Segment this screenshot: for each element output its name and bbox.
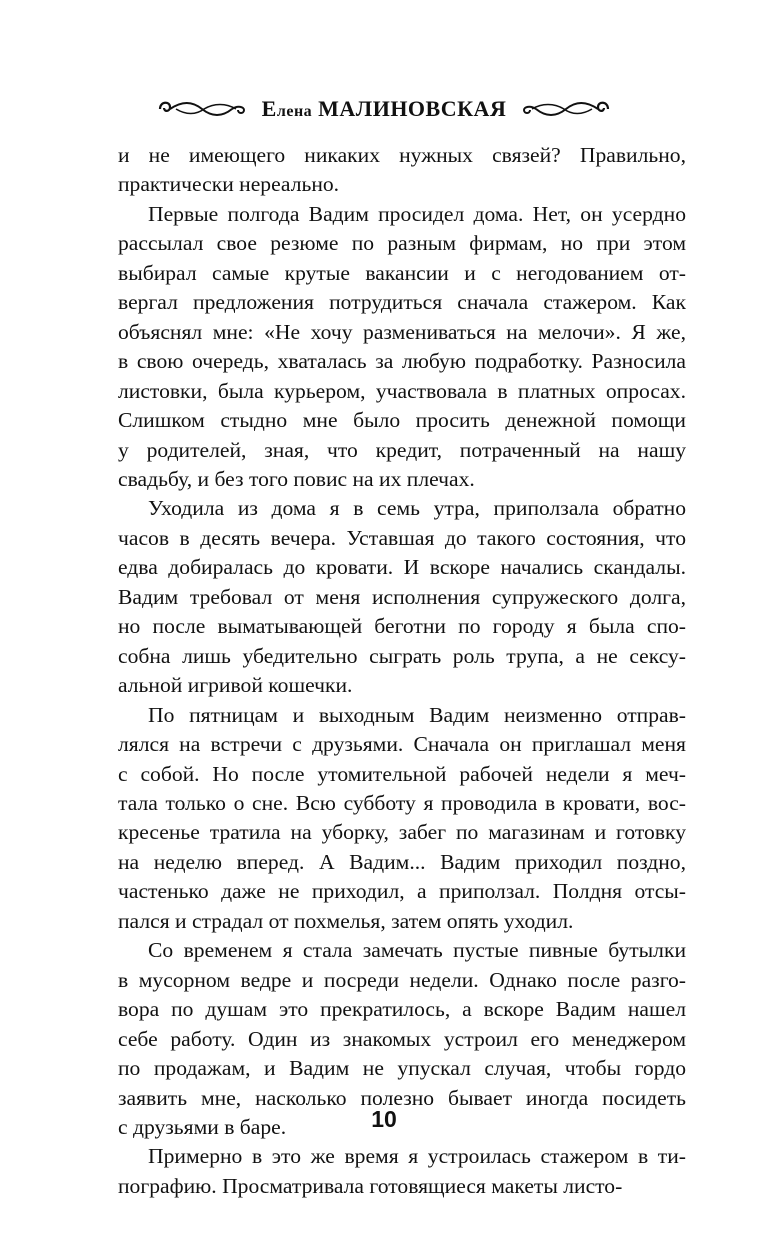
paragraph — [118, 200, 686, 495]
text-line: с друзьями в баре. — [118, 1114, 287, 1139]
text-line: альной игривой кошечки. — [118, 673, 353, 698]
text-line: Примерно в это же время я устроилась стажером в ти- — [148, 1144, 686, 1169]
text-line: выбирал самые крутые вакансии и с негодованием от- — [118, 260, 686, 285]
author-first-name: лена — [276, 103, 313, 120]
text-line: лялся на встречи с друзьями. Сначала он приглашал меня — [118, 732, 686, 757]
text-line: Вадим требовал от меня исполнения супружеского долга, — [118, 584, 686, 609]
text-line: пографию. Просматривала готовящиеся макеты листо- — [118, 1173, 623, 1198]
text-line: частенько даже не приходил, а приползал. Полдня отсы- — [118, 879, 686, 904]
text-line: свадьбу, и без того повис на их плечах. — [118, 466, 475, 491]
text-line: объяснял мне: «Не хочу размениваться на мелочи». Я же, — [118, 319, 686, 344]
text-line: Первые полгода Вадим просидел дома. Нет, он усердно — [148, 201, 686, 226]
text-line: тала только о сне. Всю субботу я проводила в кровати, вос- — [118, 790, 686, 815]
running-header — [0, 92, 768, 126]
text-line: и не имеющего никаких нужных связей? Правильно, — [118, 143, 686, 167]
text-line: заявить мне, насколько полезно бывает иногда посидеть — [118, 1085, 686, 1110]
paragraph — [118, 494, 686, 700]
text-line: Со временем я стала замечать пустые пивные бутылки — [148, 938, 686, 963]
author-name — [262, 96, 507, 122]
author-initial: Е — [261, 96, 277, 121]
paragraph — [118, 141, 686, 200]
text-line: кресенье тратила на уборку, забег по магазинам и готовку — [118, 820, 686, 845]
text-line: но после выматывающей беготни по городу я была спо- — [118, 614, 686, 639]
text-line: вора по душам это прекратилось, а вскоре Вадим нашел — [118, 997, 686, 1022]
text-line: пался и страдал от похмелья, затем опять уходил. — [118, 908, 574, 933]
text-line: на неделю вперед. А Вадим... Вадим приходил поздно, — [118, 849, 686, 874]
text-line: с собой. Но после утомительной рабочей недели я меч- — [118, 761, 686, 786]
text-line: вергал предложения потрудиться сначала стажером. Как — [118, 290, 686, 315]
text-line: практически нереально. — [118, 172, 340, 197]
paragraph — [118, 1142, 686, 1201]
text-line: едва добиралась до кровати. И вскоре начались скандалы. — [118, 555, 686, 580]
text-line: листовки, была курьером, участвовала в платных опросах. — [118, 378, 686, 403]
text-line: в мусорном ведре и посреди недели. Однако после разго- — [118, 967, 686, 992]
text-line: себе работу. Один из знакомых устроил его менеджером — [118, 1026, 686, 1051]
author-last-name: МАЛИНОВСКАЯ — [318, 96, 507, 121]
text-line: По пятницам и выходным Вадим неизменно отправ- — [148, 702, 686, 727]
text-line: Уходила из дома я в семь утра, приползала обратно — [148, 496, 686, 521]
paragraph — [118, 701, 686, 937]
right-swirl-ornament-icon — [520, 97, 612, 121]
text-line: собна лишь убедительно сыграть роль трупа, а не сексу- — [118, 643, 686, 668]
body-text — [118, 141, 686, 1201]
text-line: по продажам, и Вадим не упускал случая, чтобы гордо — [118, 1056, 686, 1081]
page-number: 10 — [371, 1106, 397, 1132]
text-line: в свою очередь, хваталась за любую подработку. Разносила — [118, 349, 686, 374]
text-line: Слишком стыдно мне было просить денежной помощи — [118, 408, 686, 433]
text-line: рассылал свое резюме по разным фирмам, но при этом — [118, 231, 686, 256]
text-line: у родителей, зная, что кредит, потраченный на нашу — [118, 437, 686, 462]
left-swirl-ornament-icon — [156, 97, 248, 121]
text-line: часов в десять вечера. Уставшая до такого состояния, что — [118, 525, 686, 550]
